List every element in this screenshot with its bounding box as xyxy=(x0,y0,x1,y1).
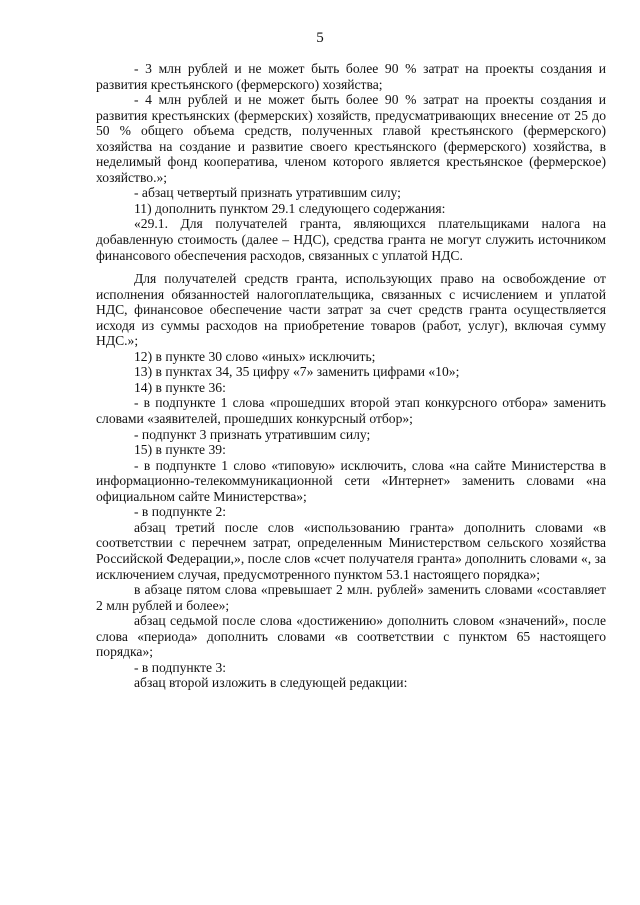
paragraph-abzac-vtoroi: абзац второй изложить в следующей редакции: xyxy=(134,675,408,691)
page-number: 5 xyxy=(316,30,324,46)
paragraph-item-11: 11) дополнить пунктом 29.1 следующего содержания: xyxy=(134,200,446,216)
paragraph-item-15-sub-1: - в подпункте 1 слово «типовую» исключить, слова «на сайте Министерства в информационно-телекоммуникационной сети «Интернет» заменить словами «на официальном сайте Министерства»; xyxy=(96,457,606,504)
paragraph-item-12: 12) в пункте 30 слово «иных» исключить; xyxy=(134,348,376,364)
paragraph-item-14-sub-1: - в подпункте 1 слова «прошедших второй этап конкурсного отбора» заменить словами «заявителей, прошедших конкурсный отбор»; xyxy=(96,395,606,427)
paragraph-grant-4mln: - 4 млн рублей и не может быть более 90 % затрат на проекты создания и развития крестьянских (фермерских) хозяйств, предусматривающих внесение от 25 до 50 % общего объема средств, полученных главой крестьянского (фермерского) хозяйства на создание и развитие своего крестьянского (фермерского) хозяйства, в неделимый фонд кооператива, членом которого является крестьянское (фермерское) хозяйство.»; xyxy=(96,92,606,185)
paragraph-abzac-tretii: абзац третий после слов «использованию гранта» дополнить словами «в соответствии с перечнем затрат, определенным Министерством сельского хозяйства Российской Федерации,», после слов «счет получателя гранта» дополнить словами «, за исключением случая, предусмотренного пунктом 53.1 настоящего порядка»; xyxy=(96,519,606,582)
paragraph-item-15-sub-2: - в подпункте 2: xyxy=(134,504,227,520)
paragraph-item-13: 13) в пунктах 34, 35 цифру «7» заменить цифрами «10»; xyxy=(134,364,460,380)
paragraph-item-14: 14) в пункте 36: xyxy=(134,379,226,395)
paragraph-nds-exemption: Для получателей средств гранта, использующих право на освобождение от исполнения обязанностей налогоплательщика, связанных с исчислением и уплатой НДС, финансовое обеспечение части затрат за счет средств гранта осуществляется исходя из суммы расходов на приобретение товаров (работ, услуг), включая сумму НДС.»; xyxy=(96,271,606,349)
paragraph-point-29-1: «29.1. Для получателей гранта, являющихся плательщиками налога на добавленную стоимость (далее – НДС), средства гранта не могут служить источником финансового обеспечения расходов, связанных с уплатой НДС. xyxy=(96,216,606,263)
paragraph-item-14-sub-3: - подпункт 3 признать утратившим силу; xyxy=(134,426,371,442)
paragraph-abzac-pyatyi: в абзаце пятом слова «превышает 2 млн. рублей» заменить словами «составляет 2 млн рублей и более»; xyxy=(96,582,606,613)
paragraph-item-15-sub-3: - в подпункте 3: xyxy=(134,659,227,675)
document-body xyxy=(96,61,606,691)
paragraph-grant-3mln: - 3 млн рублей и не может быть более 90 % затрат на проекты создания и развития крестьянского (фермерского) хозяйства; xyxy=(96,61,606,92)
paragraph-gap xyxy=(96,263,606,271)
paragraph-abzac-chetvertyi: - абзац четвертый признать утратившим силу; xyxy=(134,185,401,201)
paragraph-item-15: 15) в пункте 39: xyxy=(134,442,226,458)
paragraph-abzac-sedmoi: абзац седьмой после слова «достижению» дополнить словом «значений», после слова «периода» дополнить словами «в соответствии с пунктом 65 настоящего порядка»; xyxy=(96,613,606,660)
